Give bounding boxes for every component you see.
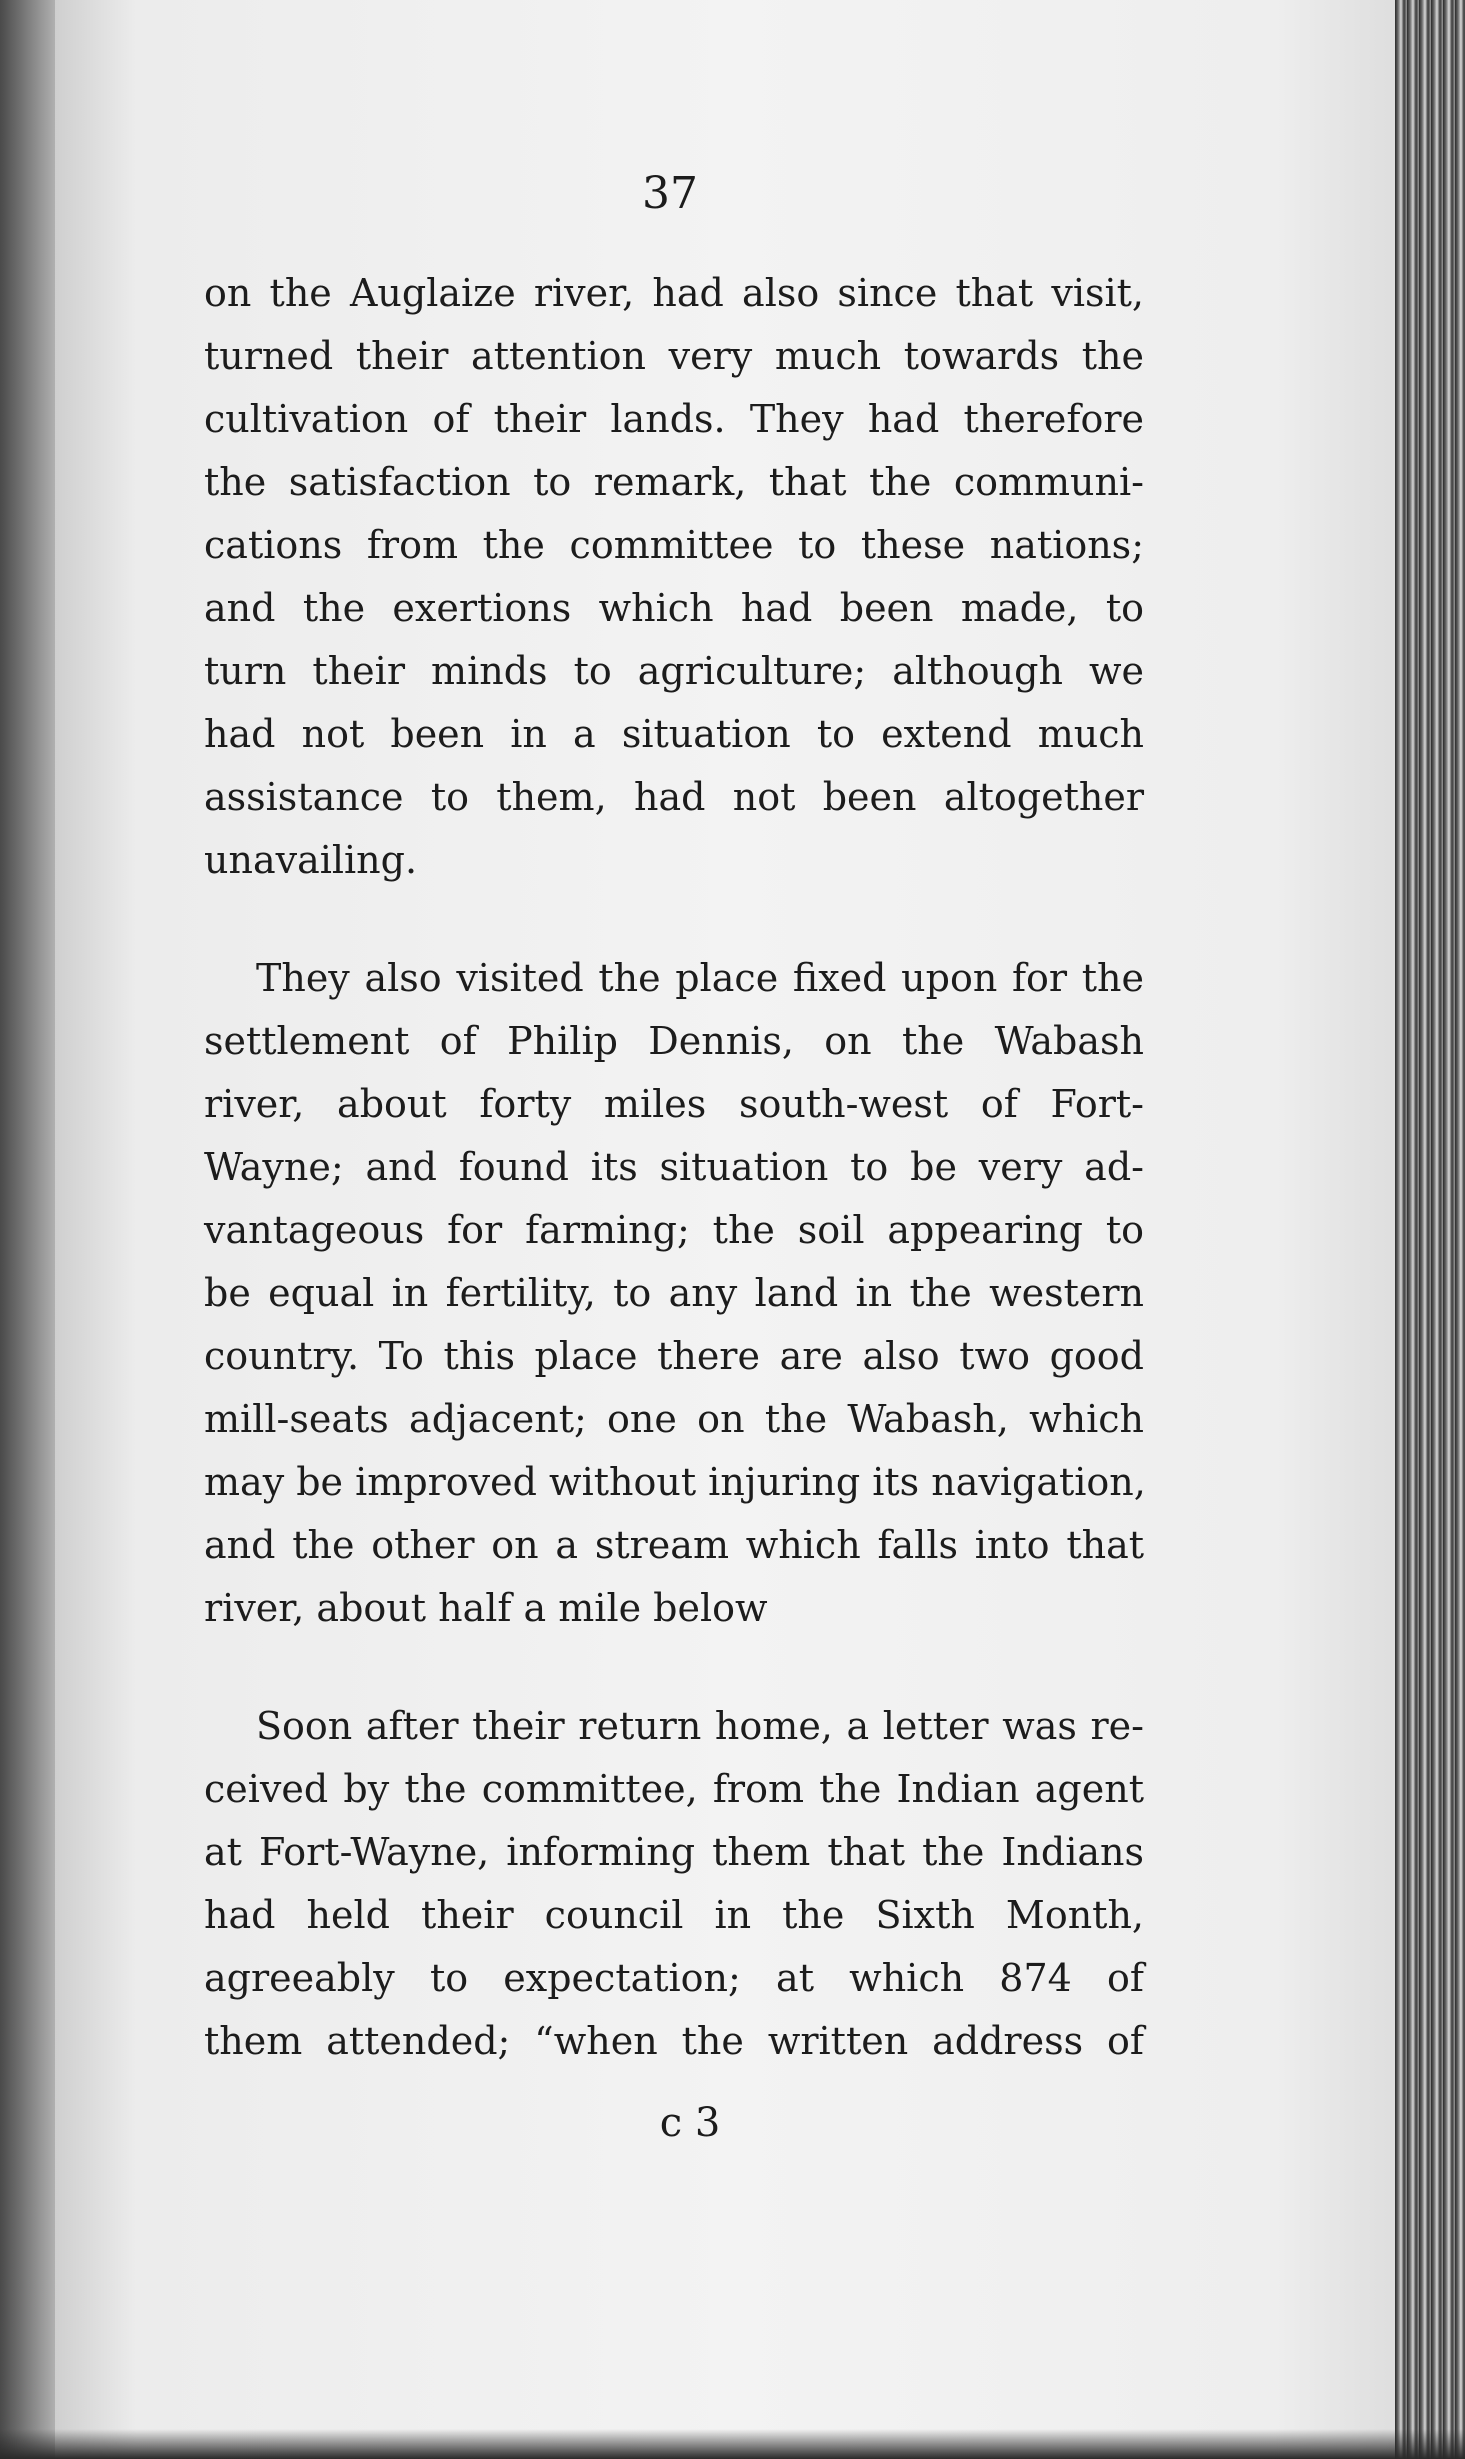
text-line: ceived by the committee, from the Indian agent (204, 1767, 1144, 1811)
text-line: be equal in fertility, to any land in the western (204, 1271, 1144, 1315)
text-line: river, about forty miles south-west of Fort- (204, 1082, 1144, 1126)
text-line: river, about half a mile below (204, 1586, 768, 1630)
paragraph-3 (204, 1695, 1144, 2073)
text-line: cations from the committee to these nations; (204, 523, 1144, 567)
text-line: country. To this place there are also two good (204, 1334, 1144, 1378)
text-line: cultivation of their lands. They had therefore (204, 397, 1144, 441)
text-line: assistance to them, had not been altogether (204, 775, 1144, 819)
body-text (204, 262, 1144, 2073)
text-line: had not been in a situation to extend much (204, 712, 1144, 756)
text-line: agreeably to expectation; at which 874 of (204, 1956, 1144, 2000)
page-bottom-shadow (0, 2429, 1465, 2459)
text-line: Soon after their return home, a letter was re- (256, 1704, 1144, 1748)
text-line: mill-seats adjacent; one on the Wabash, which (204, 1397, 1144, 1441)
signature-mark: c 3 (659, 2100, 721, 2146)
text-line: and the other on a stream which falls into that (204, 1523, 1144, 1567)
book-left-edge (0, 0, 62, 2459)
paragraph-gap (204, 1640, 1144, 1695)
text-line: vantageous for farming; the soil appearing to (204, 1208, 1144, 1252)
text-line: them attended; “when the written address of (204, 2019, 1144, 2063)
text-line: the satisfaction to remark, that the communi- (204, 460, 1144, 504)
text-line: and the exertions which had been made, to (204, 586, 1144, 630)
text-line: at Fort-Wayne, informing them that the Indians (204, 1830, 1144, 1874)
paragraph-1 (204, 262, 1144, 892)
text-line: settlement of Philip Dennis, on the Wabash (204, 1019, 1144, 1063)
book-page-edges (1395, 0, 1465, 2459)
page-number: 37 (642, 168, 698, 219)
text-line: Wayne; and found its situation to be very ad- (204, 1145, 1144, 1189)
paragraph-2 (204, 947, 1144, 1640)
text-line: turned their attention very much towards the (204, 334, 1144, 378)
text-line: on the Auglaize river, had also since that visit, (204, 271, 1144, 315)
text-line: unavailing. (204, 838, 418, 882)
text-line: turn their minds to agriculture; although we (204, 649, 1144, 693)
text-line: had held their council in the Sixth Month, (204, 1893, 1144, 1937)
paragraph-gap (204, 892, 1144, 947)
text-line: may be improved without injuring its navigation, (204, 1460, 1146, 1504)
text-line: They also visited the place fixed upon for the (256, 956, 1144, 1000)
